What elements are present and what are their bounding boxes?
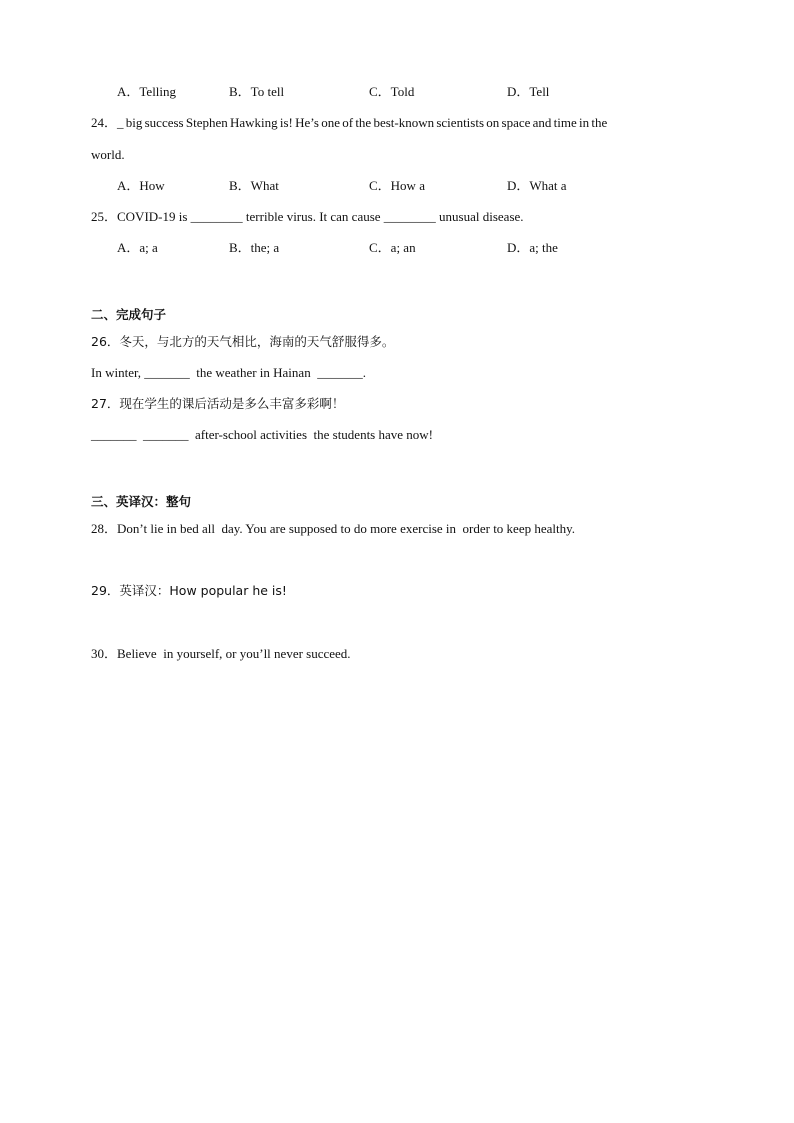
q28-text: 28．Don’t lie in bed all day. You are supposed to do more exercise in order to keep healthy.: [91, 521, 576, 536]
q23-option-c: C．Told: [369, 84, 415, 99]
q30-text: 30．Believe in yourself, or you’ll never succeed.: [91, 646, 351, 661]
q26-chinese: 26．冬天，与北方的天气相比，海南的天气舒服得多。: [91, 334, 395, 349]
q25-option-c: C．a; an: [369, 240, 416, 255]
q25-option-a: A．a; a: [117, 240, 158, 255]
q25-option-b: B．the; a: [229, 240, 280, 255]
q24-option-d: D．What a: [507, 178, 567, 193]
q24-option-c: C．How a: [369, 178, 425, 193]
section2-heading: 二、完成句子: [91, 307, 167, 322]
q27-chinese: 27．现在学生的课后活动是多么丰富多彩啊！: [91, 396, 345, 411]
q24-option-b: B．What: [229, 178, 279, 193]
q24-option-a: A．How: [117, 178, 165, 193]
q24-stem-line2: world.: [91, 147, 125, 162]
q23-option-d: D．Tell: [507, 84, 550, 99]
q23-option-b: B．To tell: [229, 84, 285, 99]
q29-text: 29．英译汉：How popular he is!: [91, 583, 287, 598]
q23-option-a: A．Telling: [117, 84, 177, 99]
q26-english: In winter, _______ the weather in Hainan _______.: [91, 365, 366, 380]
q24-stem-line1: 24．_ big success Stephen Hawking is! He’s one of the best-known scientists on space and time in the: [91, 115, 608, 130]
section3-heading: 三、英译汉：整句: [91, 494, 192, 509]
q25-option-d: D．a; the: [507, 240, 558, 255]
q27-english: _______ _______ after-school activities the students have now!: [91, 427, 433, 442]
q25-stem: 25．COVID-19 is ________ terrible virus. It can cause ________ unusual disease.: [91, 209, 524, 224]
